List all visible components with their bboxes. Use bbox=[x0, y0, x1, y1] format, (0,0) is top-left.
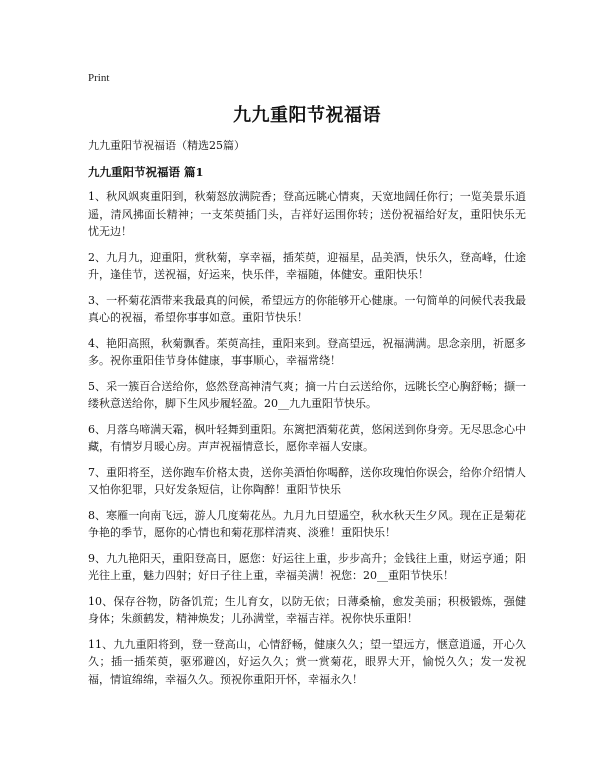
print-label[interactable]: Print bbox=[88, 72, 110, 84]
document-page bbox=[88, 70, 526, 688]
paragraph-2: 2、九月九，迎重阳，赏秋菊，享幸福，插茱萸，迎福星，品美酒，快乐久，登高峰，仕途升，逢佳节，送祝福，好运来，快乐伴，幸福随，体健安。重阳快乐！ bbox=[88, 250, 526, 281]
paragraph-10: 10、保存谷物，防备饥荒；生儿育女，以防无依；日薄桑榆，愈发美丽；积极锻炼，强健身体；朱颜鹤发，精神焕发；儿孙满堂，幸福吉祥。祝你快乐重阳！ bbox=[88, 594, 526, 625]
paragraph-7: 7、重阳将至，送你跑车价格太贵，送你美酒怕你喝醉，送你玫瑰怕你误会，给你介绍情人又怕你犯罪，只好发条短信，让你陶醉！重阳节快乐 bbox=[88, 465, 526, 496]
paragraph-1: 1、秋风飒爽重阳到，秋菊怒放满院香；登高远眺心情爽，天宽地阔任你行；一览美景乐逍遥，清风拂面长精神；一支茱萸插门头，吉祥好运围你转；送份祝福给好友，重阳快乐无忧无边！ bbox=[88, 190, 526, 238]
paragraph-5: 5、采一簇百合送给你，悠然登高神清气爽；摘一片白云送给你，远眺长空心胸舒畅；撷一缕秋意送给你，脚下生风步履轻盈。20__九九重阳节快乐。 bbox=[88, 379, 526, 410]
paragraph-6: 6、月落乌啼满天霜，枫叶轻舞到重阳。东篱把酒菊花黄，悠闲送到你身旁。无尽思念心中藏，有情岁月暖心房。声声祝福情意长，愿你幸福人安康。 bbox=[88, 422, 526, 453]
paragraph-8: 8、寒雁一向南飞远，游人几度菊花丛。九月九日望遥空，秋水秋天生夕风。现在正是菊花争艳的季节，愿你的心情也和菊花那样清爽、淡雅！重阳快乐！ bbox=[88, 508, 526, 539]
paragraph-11: 11、九九重阳将到，登一登高山，心情舒畅，健康久久；望一望远方，惬意逍遥，开心久久；插一插茱萸，驱邪避凶，好运久久；赏一赏菊花，眼界大开，愉悦久久；发一发祝福，情谊绵绵，幸福久久。预祝你重阳开怀，幸福永久！ bbox=[88, 637, 526, 686]
document-title: 九九重阳节祝福语 bbox=[233, 105, 381, 126]
paragraph-3: 3、一杯菊花酒带来我最真的问候，希望远方的你能够开心健康。一句简单的问候代表我最真心的祝福，希望你事事如意。重阳节快乐！ bbox=[88, 293, 526, 324]
section-heading: 九九重阳节祝福语 篇1 bbox=[88, 165, 204, 179]
paragraph-9: 9、九九艳阳天，重阳登高日，愿您：好运往上重，步步高升；金钱往上重，财运亨通；阳光往上重，魅力四射；好日子往上重，幸福美满！祝您：20__重阳节快乐！ bbox=[88, 551, 526, 582]
document-subtitle: 九九重阳节祝福语（精选25篇） bbox=[88, 139, 245, 152]
paragraph-4: 4、艳阳高照，秋菊飘香。茱萸高挂，重阳来到。登高望远，祝福满满。思念亲朋，祈愿多多。祝你重阳佳节身体健康，事事顺心，幸福常绕！ bbox=[88, 336, 526, 367]
